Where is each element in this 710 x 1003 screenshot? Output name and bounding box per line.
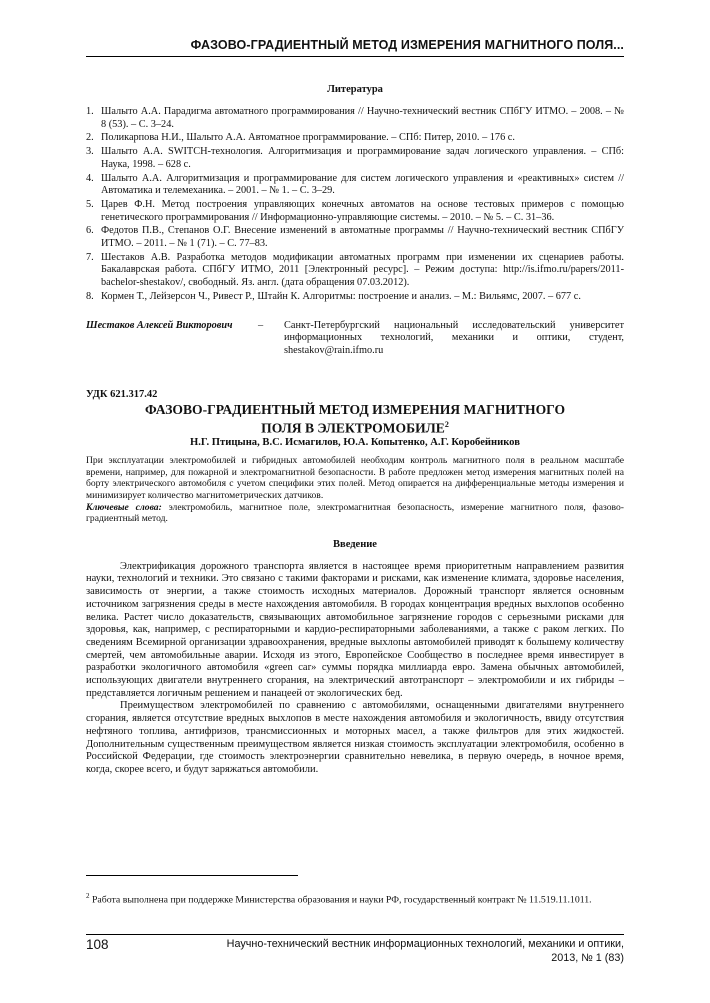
body-paragraph: Электрификация дорожного транспорта является в настоящее время приоритетным направлением развития науки, технологий и техники. Это связано с такими факторами и рисками, как изменение климата, здоровье населения, зависимость от энергии, а также стоимость исходных материалов. Дорожный транспорт является основным источником загрязнения среды в месте нахождения автомобиля. В городах концентрация вредных выхлопов особенно велика. Растет число доказательств, связывающих автомобильное загрязнение городов с серьезными рисками для здоровья, как, например, с респираторными и кардио-респираторными заболеваниями, а также с раком легких. По сведениям Всемирной организации здравоохранения, вредные выхлопы автомобилей приводят к большему количеству смертей, чем автомобильные аварии. Исходя из этого, Европейское Сообщество в последнее время инвестирует в разработки экологичного автомобиля «green car» суммы порядка миллиарда евро. Замена обычных автомобилей, использующих двигатели внутреннего сгорания, на электрический автотранспорт – электромобили и их гибриды – представляется логичным решением и панацеей от экологических бед. bbox=[86, 560, 624, 699]
author-info bbox=[86, 320, 624, 358]
udc-code: УДК 621.317.42 bbox=[86, 388, 158, 400]
keywords-label: Ключевые слова: bbox=[86, 501, 162, 513]
running-title: ФАЗОВО-ГРАДИЕНТНЫЙ МЕТОД ИЗМЕРЕНИЯ МАГНИТНОГО ПОЛЯ... bbox=[190, 38, 624, 52]
reference-text: Шалыто А.А. Парадигма автоматного программирования // Научно-технический вестник СПбГУ ИТМО. – 2008. – № 8 (53). – С. 3–24. bbox=[101, 106, 624, 130]
reference-text: Шалыто А.А. Алгоритмизация и программирование для систем логического управления и «реактивных» систем // Автоматика и телемеханика. – 2001. – № 1. – С. 3–29. bbox=[101, 172, 624, 197]
reference-text: Царев Ф.Н. Метод построения управляющих конечных автоматов на основе тестовых примеров с помощью генетического программирования // Информационно-управляющие системы. – 2010. – № 5. – С. 31–36. bbox=[101, 198, 624, 223]
reference-number: 7. bbox=[86, 251, 94, 263]
reference-text: Шалыто А.А. SWITCH-технология. Алгоритмизация и программирование задач логического управления. – СПб: Наука, 1998. – 628 с. bbox=[101, 146, 624, 170]
article-title-line bbox=[86, 417, 624, 436]
reference-number: 1. bbox=[86, 106, 94, 117]
author-affiliation: Санкт-Петербургский национальный исследовательский университет информационных технологий, механики и оптики, студент, shestakov@rain.ifmo.ru bbox=[284, 319, 624, 356]
reference-number: 5. bbox=[86, 198, 94, 210]
footnote-text: Работа выполнена при поддержке Министерства образования и науки РФ, государственный контракт № 11.519.11.1011. bbox=[91, 894, 592, 906]
article-title-line: ФАЗОВО-ГРАДИЕНТНЫЙ МЕТОД ИЗМЕРЕНИЯ МАГНИТНОГО bbox=[144, 401, 566, 417]
reference-text: Поликарпова Н.И., Шалыто А.А. Автоматное программирование. – СПб: Питер, 2010. – 176 с. bbox=[101, 132, 515, 144]
journal-issue: 2013, № 1 (83) bbox=[551, 952, 624, 964]
reference-item bbox=[86, 173, 624, 198]
author-dash: – bbox=[258, 319, 264, 331]
reference-text: Федотов П.В., Степанов О.Г. Внесение изменений в автоматные программы // Научно-технический вестник СПбГУ ИТМО. – 2011. – № 1 (71). – С. 77–83. bbox=[101, 225, 624, 250]
reference-number: 6. bbox=[86, 225, 94, 237]
reference-number: 8. bbox=[86, 290, 94, 302]
page-number: 108 bbox=[86, 937, 109, 952]
literature-heading: Литература bbox=[327, 84, 383, 95]
reference-number: 2. bbox=[86, 132, 94, 144]
reference-item bbox=[86, 225, 624, 250]
journal-line: Научно-технический вестник информационных технологий, механики и оптики, bbox=[226, 938, 624, 950]
journal-name bbox=[204, 937, 624, 965]
reference-item bbox=[86, 199, 624, 224]
article-title bbox=[86, 402, 624, 436]
introduction-heading: Введение bbox=[333, 538, 377, 550]
author-name: Шестаков Алексей Викторович bbox=[86, 319, 233, 331]
reference-item bbox=[86, 106, 624, 131]
reference-number: 4. bbox=[86, 172, 94, 184]
page-content bbox=[86, 84, 624, 777]
keywords bbox=[86, 502, 624, 525]
reference-item bbox=[86, 291, 624, 304]
reference-text: Кормен Т., Лейзерсон Ч., Ривест Р., Штайн К. Алгоритмы: построение и анализ. – М.: Вильямс, 2007. – 677 с. bbox=[101, 290, 581, 302]
reference-item bbox=[86, 132, 624, 145]
body-paragraph: Преимуществом электромобилей по сравнению с автомобилями, оснащенными двигателями внутреннего сгорания, является отсутствие вредных выхлопов в месте нахождения автомобиля и экологичность, ввиду отсутствия нефтяного топлива, антифризов, трансмиссионных и моторных масел, а также фильтров для этих жидкостей. Дополнительным существенным преимуществом является низкая стоимость эксплуатации электромобиля, особенно в Российской Федерации, где стоимость электроэнергии сравнительно невелика, в первую очередь, в ночное время, когда, скорее всего, и будут заряжаться автомобили. bbox=[86, 700, 624, 775]
reference-list bbox=[86, 106, 624, 304]
abstract: При эксплуатации электромобилей и гибридных автомобилей необходим контроль магнитного поля в реальном масштабе времени, например, для пожарной и электромагнитной безопасности. В работе предложен метод измерения магнитных полей на борту электрического автомобиля с учетом специфики этих полей. Метод опирается на дифференциальные методы измерения и минимизирует количество магнитометрических датчиков. bbox=[86, 455, 624, 501]
footnote-number: 2 bbox=[86, 892, 90, 900]
keywords-text: электромобиль, магнитное поле, электромагнитная безопасность, измерение магнитного поля, фазово-градиентный метод. bbox=[86, 501, 624, 525]
article-title-text: ПОЛЯ В ЭЛЕКТРОМОБИЛЕ bbox=[261, 420, 445, 436]
reference-text: Шестаков А.В. Разработка методов модификации автоматных программ при изменении их сценариев работы. Бакалаврская работа. СПбГУ ИТМО, 2011 [Электронный ресурс]. – Режим доступа: http://is.ifmo.ru/papers/2011-bachelor-shestakov/, свободный. Яз. англ. (дата обращения 07.03.2012). bbox=[101, 251, 624, 289]
footer-divider bbox=[86, 934, 624, 935]
reference-item bbox=[86, 252, 624, 290]
footnote-divider bbox=[86, 875, 298, 876]
running-header bbox=[86, 38, 624, 57]
article-authors: Н.Г. Птицына, В.С. Исмагилов, Ю.А. Копытенко, А.Г. Коробейников bbox=[190, 437, 520, 449]
footnote bbox=[86, 890, 624, 907]
reference-item bbox=[86, 146, 624, 171]
reference-number: 3. bbox=[86, 146, 94, 158]
footnote-mark: 2 bbox=[444, 419, 449, 429]
